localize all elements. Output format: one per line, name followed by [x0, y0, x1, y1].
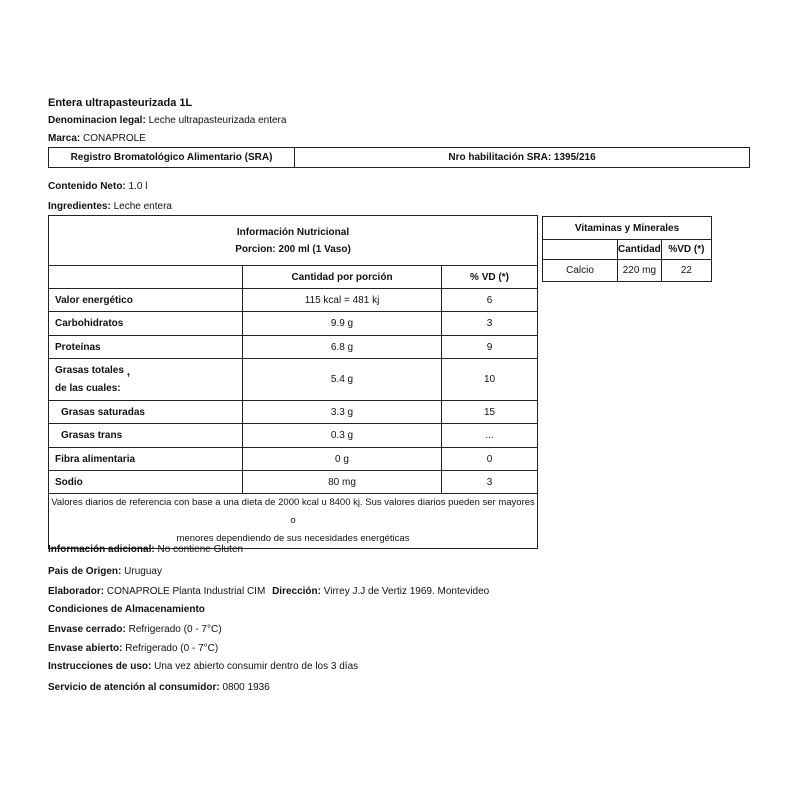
nutrient-amount: 80 mg [243, 471, 442, 494]
vitamin-amount: 220 mg [618, 260, 662, 282]
nutrient-amount: 6.8 g [243, 336, 442, 359]
contenido-line [48, 181, 147, 192]
nutrition-header [49, 216, 538, 266]
marca-value: CONAPROLE [83, 133, 146, 144]
nutrient-amount: 3.3 g [243, 401, 442, 424]
table-row [49, 424, 538, 448]
table-row [49, 359, 538, 401]
registro-table [48, 147, 750, 168]
vitamins-title: Vitaminas y Minerales [543, 217, 712, 240]
footnote-line-2: menores dependiendo de sus necesidades energéticas [176, 533, 410, 544]
envase-cerrado-label: Envase cerrado: [48, 624, 126, 635]
nutrition-table [48, 215, 538, 549]
nutrient-vd: 15 [442, 401, 538, 424]
nutrient-vd: 3 [442, 312, 538, 336]
nutrient-vd: 3 [442, 471, 538, 494]
envase-abierto-line [48, 643, 218, 654]
nutrient-name-line1: Grasas totales [55, 364, 124, 376]
marca-label: Marca: [48, 133, 81, 144]
envase-abierto-value: Refrigerado (0 - 7°C) [125, 643, 219, 654]
denominacion-label: Denominacion legal: [48, 115, 146, 126]
nutrient-amount: 9.9 g [243, 312, 442, 336]
table-row [49, 401, 538, 424]
nutrition-empty-header [49, 266, 243, 289]
elaborador-value: CONAPROLE Planta Industrial CIM [106, 586, 266, 597]
nutrient-vd: ... [442, 424, 538, 448]
nutrient-amount: 0 g [243, 448, 442, 471]
table-row [543, 260, 712, 282]
nutrient-name: Fibra alimentaria [49, 448, 243, 471]
denominacion-value: Leche ultrapasteurizada entera [148, 115, 287, 126]
col-vd-header: % VD (*) [442, 266, 538, 289]
vitamins-col-vd: %VD (*) [661, 240, 711, 260]
pais-label: Pais de Origen: [48, 566, 122, 577]
pais-value: Uruguay [124, 566, 162, 577]
elaborador-label: Elaborador: [48, 586, 105, 597]
product-title: Entera ultrapasteurizada 1L [48, 97, 193, 109]
ingredientes-line [48, 201, 172, 212]
nutrient-name-line2: de las cuales: [55, 382, 121, 394]
info-adicional-label: Información adicional: [48, 544, 155, 555]
nutrient-name: Valor energético [49, 289, 243, 312]
table-row [49, 448, 538, 471]
servicio-line [48, 682, 270, 693]
nutrient-amount: 0.3 g [243, 424, 442, 448]
registro-label: Registro Bromatológico Alimentario (SRA) [49, 148, 295, 168]
vitamins-empty-header [543, 240, 618, 260]
instrucciones-value: Una vez abierto consumir dentro de los 3 días [154, 661, 359, 672]
envase-cerrado-value: Refrigerado (0 - 7°C) [128, 624, 222, 635]
contenido-label: Contenido Neto: [48, 181, 126, 192]
ingredientes-label: Ingredientes: [48, 201, 111, 212]
info-adicional-line [48, 544, 243, 555]
nutrient-name: Carbohidratos [49, 312, 243, 336]
condiciones-heading: Condiciones de Almacenamiento [48, 604, 205, 615]
table-row [49, 336, 538, 359]
nutrient-name-comma: , [126, 363, 131, 378]
vitamin-name: Calcio [543, 260, 618, 282]
registro-value: Nro habilitación SRA: 1395/216 [295, 148, 750, 168]
nutrient-name: Grasas trans [49, 424, 243, 448]
table-row [49, 471, 538, 494]
col-amount-header: Cantidad por porción [243, 266, 442, 289]
pais-line [48, 566, 162, 577]
envase-abierto-label: Envase abierto: [48, 643, 123, 654]
nutrient-vd: 0 [442, 448, 538, 471]
nutrient-amount: 115 kcal = 481 kj [243, 289, 442, 312]
vitamin-vd: 22 [661, 260, 711, 282]
table-row [49, 289, 538, 312]
nutrient-amount: 5.4 g [243, 359, 442, 401]
elaborador-line [48, 586, 489, 597]
table-row [49, 312, 538, 336]
vitamins-col-amount: Cantidad [618, 240, 662, 260]
envase-cerrado-line [48, 624, 222, 635]
vitamins-table [542, 216, 712, 282]
direccion-label: Dirección: [272, 586, 321, 597]
info-adicional-value: No contiene Gluten [157, 544, 244, 555]
nutrient-vd: 10 [442, 359, 538, 401]
footnote-line-1: Valores diarios de referencia con base a una dieta de 2000 kcal u 8400 kj. Sus valores diarios pueden ser mayores o [51, 497, 535, 526]
nutrient-name: Proteínas [49, 336, 243, 359]
instrucciones-label: Instrucciones de uso: [48, 661, 152, 672]
nutrient-vd: 6 [442, 289, 538, 312]
servicio-value: 0800 1936 [222, 682, 270, 693]
nutrition-footnote [49, 494, 538, 549]
servicio-label: Servicio de atención al consumidor: [48, 682, 220, 693]
nutrient-name [49, 359, 243, 401]
nutrient-name: Sodio [49, 471, 243, 494]
nutrient-name: Grasas saturadas [49, 401, 243, 424]
contenido-value: 1.0 l [128, 181, 148, 192]
denominacion-line [48, 115, 286, 126]
marca-line [48, 133, 146, 144]
nutrition-portion: Porcion: 200 ml (1 Vaso) [235, 243, 351, 255]
nutrition-title: Información Nutricional [236, 226, 350, 238]
direccion-value: Virrey J.J de Vertiz 1969. Montevideo [323, 586, 490, 597]
ingredientes-value: Leche entera [113, 201, 172, 212]
nutrient-vd: 9 [442, 336, 538, 359]
instrucciones-line [48, 661, 358, 672]
